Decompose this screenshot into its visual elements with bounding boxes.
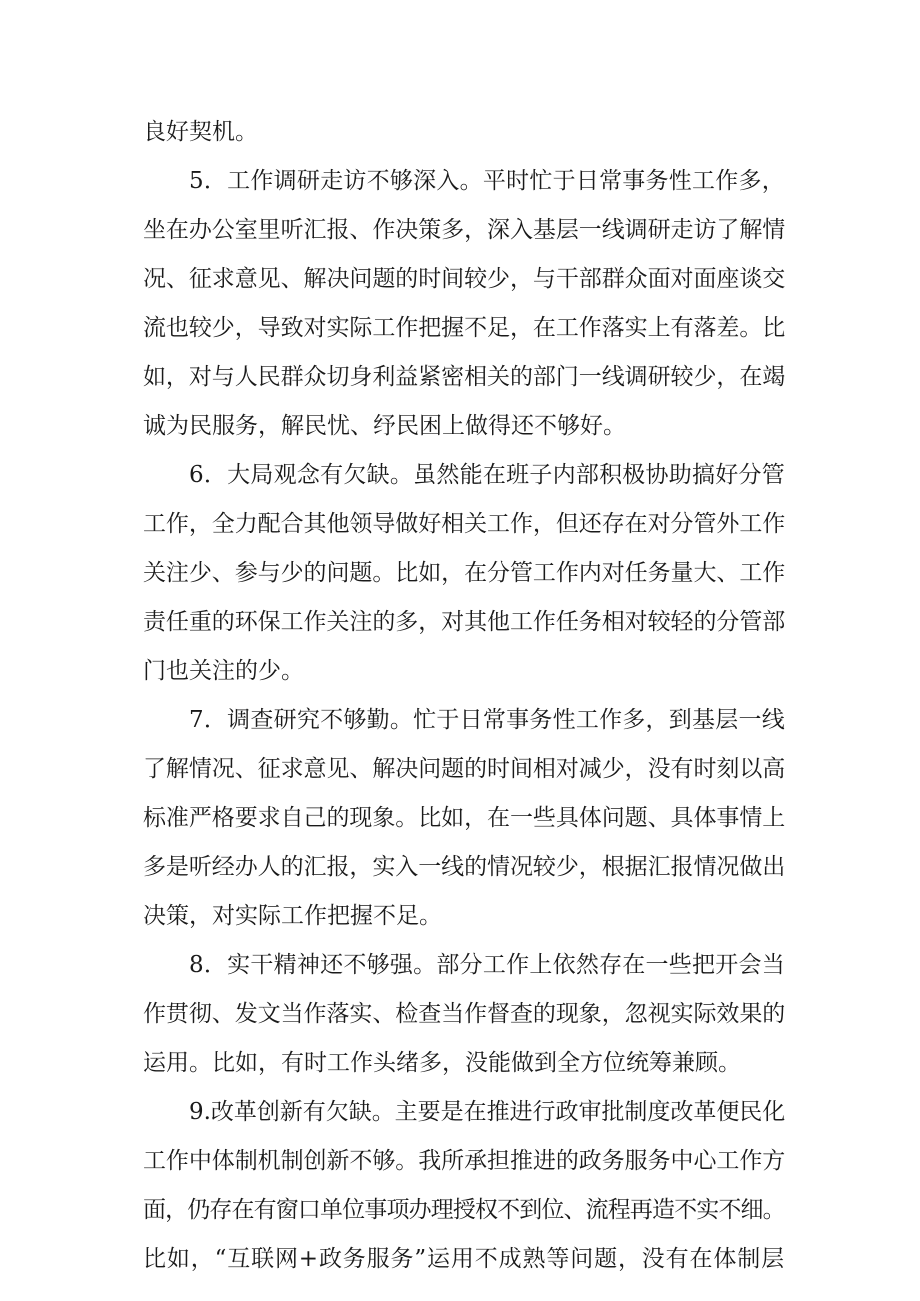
- paragraph-5-line: 5．工作调研走访不够深入。平时忙于日常事务性工作多，: [189, 168, 786, 194]
- text-line: 多是听经办人的汇报，实入一线的情况较少，根据汇报情况做出: [143, 854, 786, 880]
- text-line: 了解情况、征求意见、解决问题的时间相对减少，没有时刻以高: [143, 756, 786, 782]
- text-line: 诚为民服务，解民忧、纾民困上做得还不够好。: [143, 413, 626, 439]
- text-line: 决策，对实际工作把握不足。: [143, 903, 442, 929]
- paragraph-8-line: 8．实干精神还不够强。部分工作上依然存在一些把开会当: [189, 952, 786, 978]
- text-line: 况、征求意见、解决问题的时间较少，与干部群众面对面座谈交: [143, 266, 786, 292]
- text-line: 关注少、参与少的问题。比如，在分管工作内对任务量大、工作: [143, 560, 786, 586]
- text-line: 面，仍存在有窗口单位事项办理授权不到位、流程再造不实不细。: [143, 1197, 785, 1223]
- text-line: 作贯彻、发文当作落实、检查当作督查的现象，忽视实际效果的: [143, 1001, 786, 1027]
- text-line: 比如，“互联网+政务服务”运用不成熟等问题，没有在体制层: [143, 1246, 785, 1272]
- text-line: 流也较少，导致对实际工作把握不足，在工作落实上有落差。比: [143, 315, 786, 341]
- text-line: 工作，全力配合其他领导做好相关工作，但还存在对分管外工作: [143, 511, 786, 537]
- paragraph-6-line: 6．大局观念有欠缺。虽然能在班子内部积极协助搞好分管: [189, 462, 786, 488]
- text-line: 如，对与人民群众切身利益紧密相关的部门一线调研较少，在竭: [143, 364, 786, 390]
- paragraph-9-line: 9.改革创新有欠缺。主要是在推进行政审批制度改革便民化: [189, 1099, 786, 1125]
- text-line: 标准严格要求自己的现象。比如，在一些具体问题、具体事情上: [143, 805, 786, 831]
- text-line: 工作中体制机制创新不够。我所承担推进的政务服务中心工作方: [143, 1148, 786, 1174]
- text-line: 良好契机。: [143, 119, 258, 145]
- text-line: 门也关注的少。: [143, 658, 304, 684]
- text-line: 运用。比如，有时工作头绪多，没能做到全方位统筹兼顾。: [143, 1050, 741, 1076]
- text-line: 坐在办公室里听汇报、作决策多，深入基层一线调研走访了解情: [143, 217, 786, 243]
- paragraph-7-line: 7．调查研究不够勤。忙于日常事务性工作多，到基层一线: [189, 707, 786, 733]
- text-line: 责任重的环保工作关注的多，对其他工作任务相对较轻的分管部: [143, 609, 786, 635]
